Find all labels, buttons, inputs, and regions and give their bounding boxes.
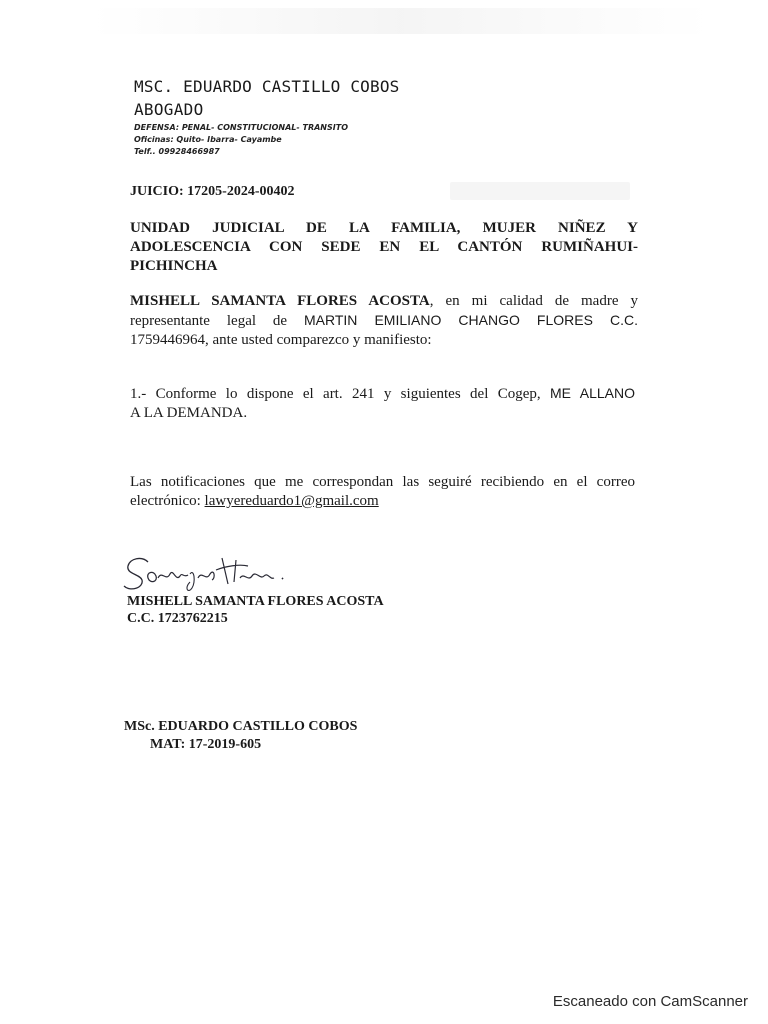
letterhead-specialties: DEFENSA: PENAL- CONSTITUCIONAL- TRANSITO [134, 123, 348, 132]
letterhead-title: ABOGADO [134, 100, 204, 119]
handwritten-signature [118, 548, 298, 596]
intro-line-1 [130, 292, 638, 311]
lawyer-registration: MAT: 17-2019-605 [150, 737, 262, 752]
notifications-paragraph [130, 473, 635, 511]
point-line-1-a: 1.- Conforme lo dispone el art. 241 y siguientes del Cogep, [130, 386, 551, 402]
court-line-3: PICHINCHA [130, 258, 218, 274]
notifications-line-2 [130, 492, 635, 511]
letterhead-phone: Telf.. 09928466987 [134, 147, 220, 156]
faint-stamp [450, 182, 630, 200]
letterhead-name: MSC. EDUARDO CASTILLO COBOS [134, 77, 400, 96]
email-prefix: electrónico: [130, 493, 205, 509]
signer-id: C.C. 1723762215 [127, 611, 228, 626]
lawyer-name: MSc. EDUARDO CASTILLO COBOS [124, 719, 358, 734]
point-paragraph [130, 384, 635, 423]
intro-paragraph [130, 292, 638, 350]
intro-line-3: 1759446964, ante usted comparezco y manifiesto: [130, 332, 432, 348]
intro-line-2 [130, 311, 638, 331]
signer-name: MISHELL SAMANTA FLORES ACOSTA [127, 594, 384, 609]
court-heading [130, 219, 638, 276]
camscanner-watermark: Escaneado con CamScanner [552, 993, 748, 1010]
letterhead-offices: Oficinas: Quito- Ibarra- Cayambe [134, 135, 282, 144]
court-line-2: ADOLESCENCIA CON SEDE EN EL CANTÓN RUMIÑAHUI- [130, 239, 638, 255]
intro-line-1-rest: , en mi calidad de madre y [429, 293, 638, 309]
child-name: MARTIN EMILIANO CHANGO FLORES C.C. [304, 312, 638, 328]
email-address: lawyereduardo1@gmail.com [204, 493, 379, 509]
point-line-2: A LA DEMANDA. [130, 405, 248, 421]
party-name: MISHELL SAMANTA FLORES ACOSTA [130, 293, 430, 309]
intro-line-2-a: representante legal de [130, 313, 304, 329]
court-line-1: UNIDAD JUDICIAL DE LA FAMILIA, MUJER NIÑEZ Y [130, 220, 638, 236]
scan-shadow [90, 8, 710, 34]
case-number: JUICIO: 17205-2024-00402 [130, 184, 295, 199]
notifications-line-1: Las notificaciones que me correspondan las seguiré recibiendo en el correo [130, 474, 635, 490]
point-line-1 [130, 384, 635, 404]
point-line-1-b: ME ALLANO [550, 385, 635, 401]
